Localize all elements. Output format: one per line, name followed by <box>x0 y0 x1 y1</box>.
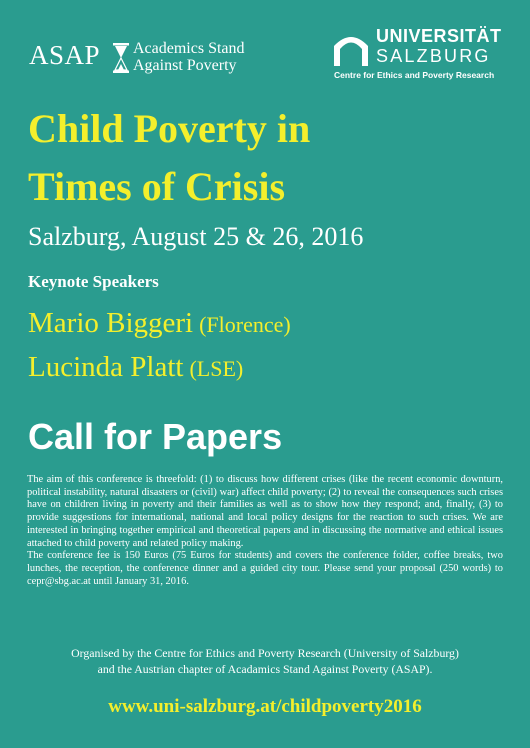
university-city: SALZBURG <box>376 46 491 66</box>
speaker-affiliation: (Florence) <box>199 312 291 337</box>
speaker-affiliation: (LSE) <box>189 356 244 381</box>
asap-logo <box>29 37 259 81</box>
university-logo <box>330 22 510 82</box>
university-name: UNIVERSITÄT <box>376 26 502 46</box>
call-aims-paragraph: The aim of this conference is threefold: (1) to discuss how different crises (like the recent economic downturn, political instability, natural disasters or (civil) war) affect child poverty; (2) to reveal the consequences such crises have on children living in poverty and their families as well as to show how they respond; and, finally, (3) to provide suggestions for international, national and local policy designs for the reaction to such crises. We are interested in bringing together empirical and theoretical papers and in discussing the normative and ethical issues attached to child poverty and related policy making. <box>27 474 503 549</box>
title-line-1: Child Poverty in <box>28 106 311 151</box>
call-for-papers-heading: Call for Papers <box>28 416 283 457</box>
call-fee-paragraph: The conference fee is 150 Euros (75 Euros for students) and covers the conference folder, coffee breaks, two lunches, the reception, the conference dinner and a guided city tour. Please send your proposal (250 words) to cepr@sbg.ac.at until January 31, 2016. <box>27 550 503 587</box>
conference-url: www.uni-salzburg.at/childpoverty2016 <box>108 696 422 717</box>
keynote-speaker <box>28 350 243 386</box>
keynote-speaker <box>28 306 291 342</box>
event-date-location: Salzburg, August 25 & 26, 2016 <box>28 222 364 251</box>
speaker-name: Mario Biggeri <box>28 307 194 339</box>
asap-tagline-line1: Academics Stand <box>133 40 245 57</box>
organisers-note <box>20 645 510 677</box>
organisers-line-2: and the Austrian chapter of Acadamics Stand Against Poverty (ASAP). <box>97 662 433 676</box>
asap-acronym: ASAP <box>29 40 101 70</box>
hourglass-icon <box>113 43 129 73</box>
keynote-heading: Keynote Speakers <box>28 272 159 291</box>
organisers-line-1: Organised by the Centre for Ethics and Poverty Research (University of Salzburg) <box>71 646 459 660</box>
call-description <box>27 474 503 588</box>
title-line-2: Times of Crisis <box>28 164 286 209</box>
university-centre: Centre for Ethics and Poverty Research <box>334 70 495 80</box>
arch-icon <box>332 30 370 68</box>
asap-tagline-line2: Against Poverty <box>133 57 237 74</box>
speaker-name: Lucinda Platt <box>28 351 184 383</box>
asap-tagline <box>133 40 245 74</box>
